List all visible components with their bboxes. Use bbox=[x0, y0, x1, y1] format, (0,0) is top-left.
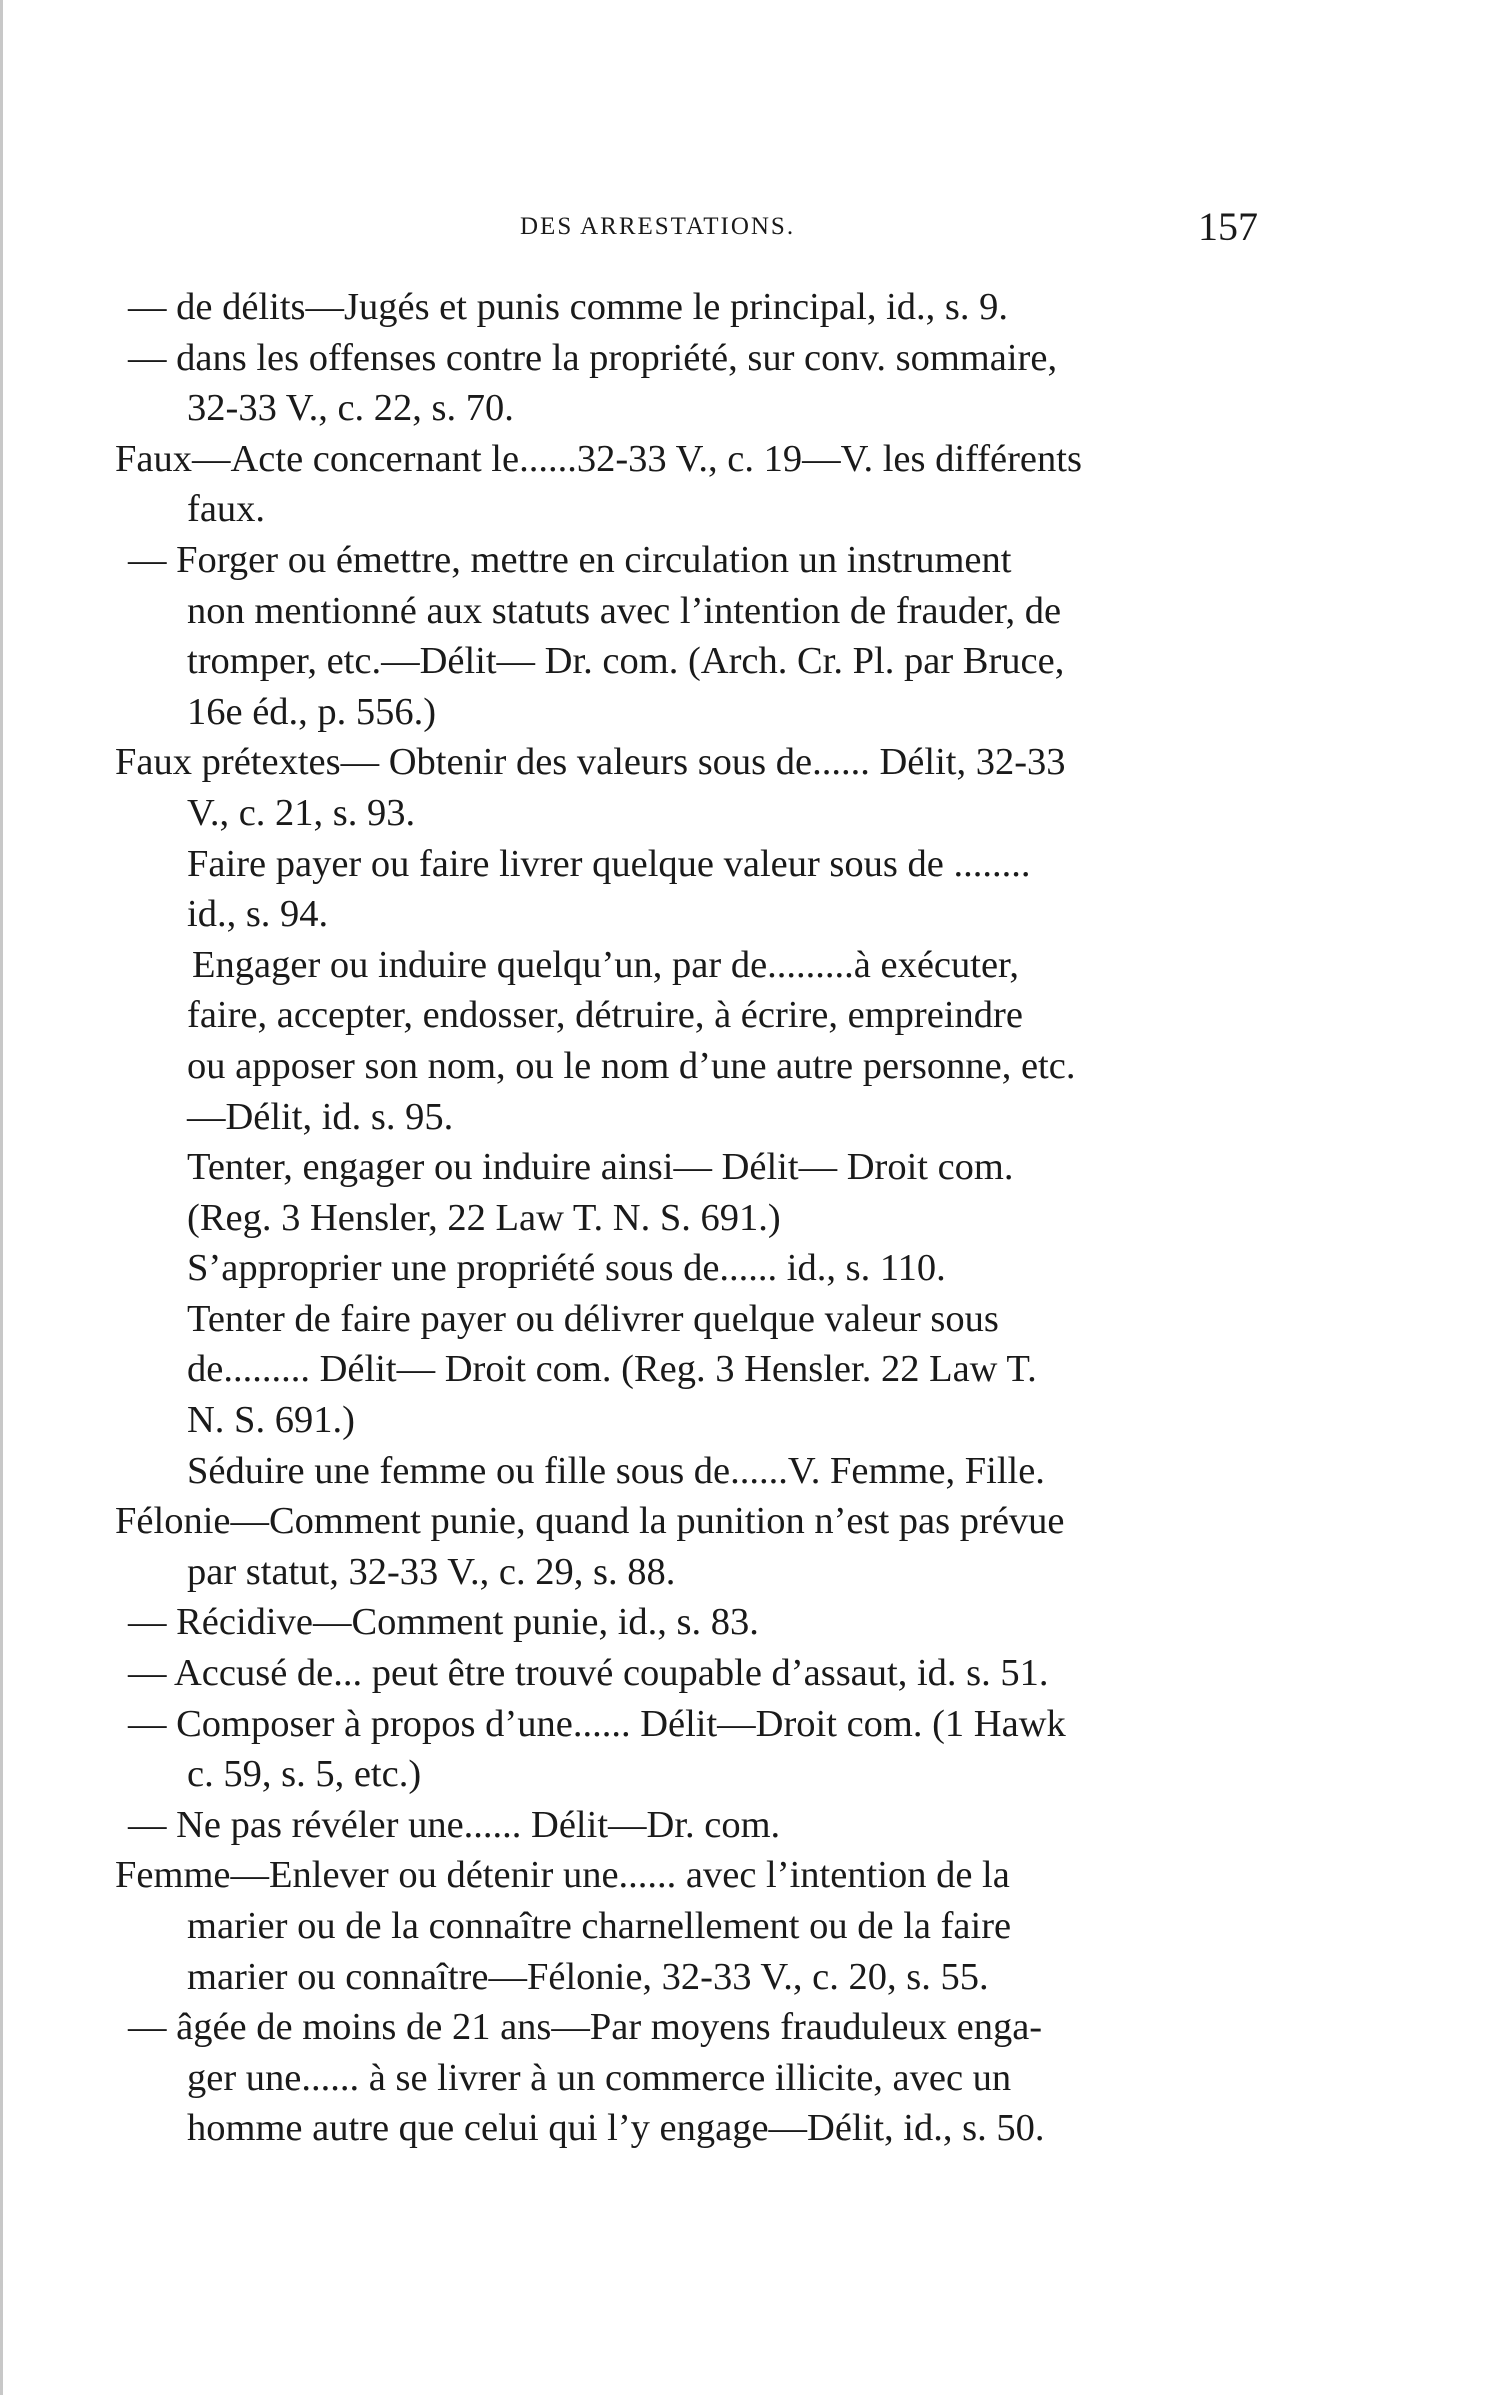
text-line: homme autre que celui qui l’y engage—Délit, id., s. 50. bbox=[187, 2107, 1045, 2150]
text-line: Tenter de faire payer ou délivrer quelque valeur sous bbox=[187, 1297, 999, 1340]
text-line: — Récidive—Comment punie, id., s. 83. bbox=[128, 1601, 759, 1644]
text-line: faux. bbox=[187, 488, 266, 531]
running-head: DES ARRESTATIONS. bbox=[520, 213, 796, 240]
text-line: — de délits—Jugés et punis comme le principal, id., s. 9. bbox=[128, 286, 1009, 328]
text-line: N. S. 691.) bbox=[187, 1399, 355, 1442]
text-line: par statut, 32-33 V., c. 29, s. 88. bbox=[187, 1550, 676, 1593]
text-line: marier ou connaître—Félonie, 32-33 V., c. 20, s. 55. bbox=[187, 1955, 989, 1998]
scan-edge bbox=[0, 0, 3, 2395]
text-line: de......... Délit— Droit com. (Reg. 3 Hensler. 22 Law T. bbox=[187, 1348, 1037, 1391]
text-line: ou apposer son nom, ou le nom d’une autre personne, etc. bbox=[187, 1044, 1076, 1087]
text-line: — Ne pas révéler une...... Délit—Dr. com. bbox=[128, 1803, 781, 1846]
text-line: Séduire une femme ou fille sous de......V. Femme, Fille. bbox=[187, 1449, 1045, 1492]
text-line: (Reg. 3 Hensler, 22 Law T. N. S. 691.) bbox=[187, 1196, 781, 1239]
text-line: — Composer à propos d’une...... Délit—Droit com. (1 Hawk bbox=[128, 1702, 1066, 1745]
index-text bbox=[115, 282, 1275, 2154]
text-line: non mentionné aux statuts avec l’intention de frauder, de bbox=[187, 589, 1062, 632]
text-line: marier ou de la connaître charnellement ou de la faire bbox=[187, 1905, 1012, 1947]
text-line: Faux prétextes— Obtenir des valeurs sous de...... Délit, 32-33 bbox=[115, 741, 1066, 784]
text-line: tromper, etc.—Délit— Dr. com. (Arch. Cr. Pl. par Bruce, bbox=[187, 640, 1065, 683]
text-line: 16e éd., p. 556.) bbox=[187, 690, 437, 733]
text-line: Femme—Enlever ou détenir une...... avec l’intention de la bbox=[115, 1854, 1010, 1897]
text-line: id., s. 94. bbox=[187, 893, 329, 936]
text-line: — âgée de moins de 21 ans—Par moyens frauduleux enga- bbox=[128, 2006, 1043, 2049]
text-line: Tenter, engager ou induire ainsi— Délit— Droit com. bbox=[187, 1146, 1014, 1189]
text-line: Faux—Acte concernant le......32-33 V., c. 19—V. les différents bbox=[115, 437, 1082, 480]
text-line: S’approprier une propriété sous de...... id., s. 110. bbox=[187, 1247, 946, 1290]
page-number: 157 bbox=[1198, 204, 1258, 249]
text-line: V., c. 21, s. 93. bbox=[187, 791, 416, 834]
text-line: c. 59, s. 5, etc.) bbox=[187, 1753, 422, 1796]
text-line: ger une...... à se livrer à un commerce illicite, avec un bbox=[187, 2056, 1012, 2099]
text-line: — dans les offenses contre la propriété, sur conv. sommaire, bbox=[128, 336, 1058, 379]
text-line: Félonie—Comment punie, quand la punition n’est pas prévue bbox=[115, 1500, 1065, 1543]
page-header bbox=[0, 205, 1494, 265]
text-line: Engager ou induire quelqu’un, par de.........à exécuter, bbox=[192, 943, 1019, 986]
text-line: —Délit, id. s. 95. bbox=[187, 1095, 454, 1138]
text-line: faire, accepter, endosser, détruire, à écrire, empreindre bbox=[187, 994, 1023, 1037]
text-line: — Accusé de... peut être trouvé coupable d’assaut, id. s. 51. bbox=[128, 1652, 1049, 1695]
text-line: — Forger ou émettre, mettre en circulation un instrument bbox=[128, 538, 1012, 581]
text-line: 32-33 V., c. 22, s. 70. bbox=[187, 387, 514, 430]
text-line: Faire payer ou faire livrer quelque valeur sous de ........ bbox=[187, 842, 1031, 885]
